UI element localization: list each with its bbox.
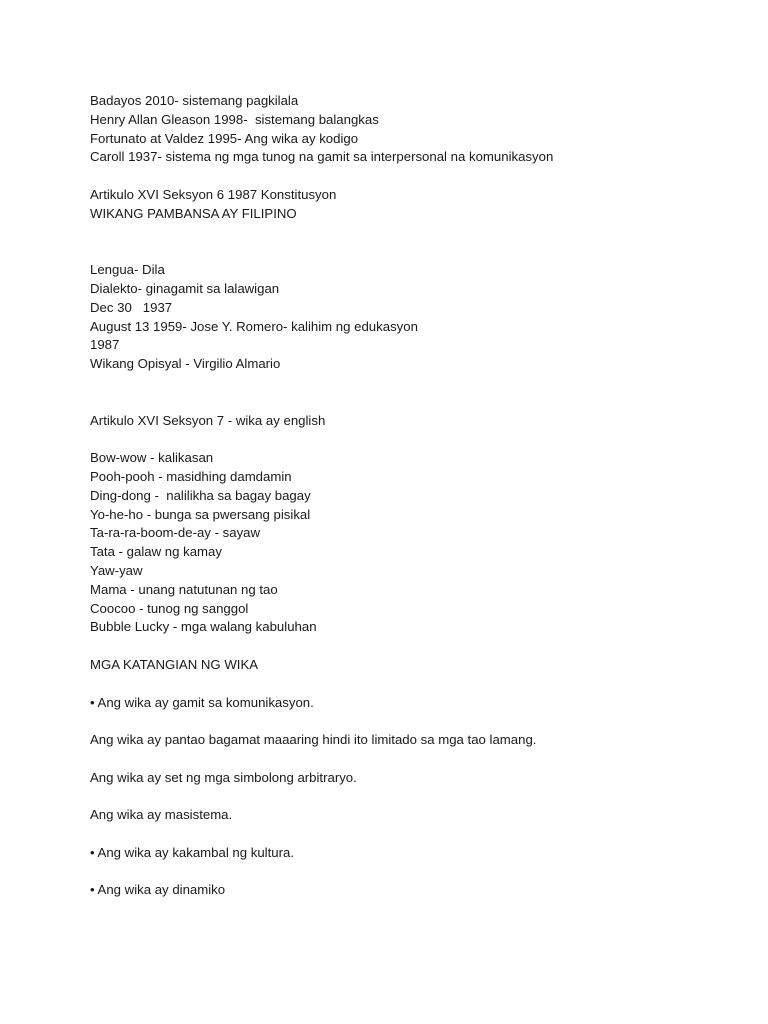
katangian-line: Ang wika ay pantao bagamat maaaring hindi ito limitado sa mga tao lamang.	[90, 732, 537, 748]
theory-line: Tata - galaw ng kamay	[90, 544, 222, 560]
theory-line: Yaw-yaw	[90, 562, 143, 578]
ref-line: Henry Allan Gleason 1998- sistemang balangkas	[90, 111, 379, 127]
spacer	[90, 712, 750, 731]
theory-line: Bow-wow - kalikasan	[90, 450, 214, 466]
document-page	[90, 92, 750, 900]
katangian-line: • Ang wika ay dinamiko	[90, 882, 226, 898]
katangian-line: Ang wika ay masistema.	[90, 807, 233, 823]
katangian-heading: MGA KATANGIAN NG WIKA	[90, 656, 259, 672]
konstitusyon-line: WIKANG PAMBANSA AY FILIPINO	[90, 205, 297, 221]
term-line: Dec 30 1937	[90, 299, 173, 315]
ref-line: Badayos 2010- sistemang pagkilala	[90, 93, 299, 108]
katangian-line: • Ang wika ay gamit sa komunikasyon.	[90, 694, 314, 710]
spacer	[90, 750, 750, 769]
term-line: Wikang Opisyal - Virgilio Almario	[90, 356, 281, 372]
term-line: 1987	[90, 337, 120, 353]
seksyon7-line: Artikulo XVI Seksyon 7 - wika ay english	[90, 412, 326, 428]
spacer	[90, 224, 750, 262]
theory-line: Yo-he-ho - bunga sa pwersang pisikal	[90, 506, 311, 522]
spacer	[90, 825, 750, 844]
spacer	[90, 430, 750, 449]
theory-line: Mama - unang natutunan ng tao	[90, 581, 278, 597]
term-line: August 13 1959- Jose Y. Romero- kalihim ng edukasyon	[90, 318, 418, 334]
spacer	[90, 675, 750, 694]
theory-line: Coocoo - tunog ng sanggol	[90, 600, 249, 616]
ref-line: Fortunato at Valdez 1995- Ang wika ay kodigo	[90, 130, 359, 146]
katangian-line: • Ang wika ay kakambal ng kultura.	[90, 844, 294, 860]
theory-line: Pooh-pooh - masidhing damdamin	[90, 468, 292, 484]
term-line: Lengua- Dila	[90, 262, 165, 278]
theory-line: Ding-dong - nalilikha sa bagay bagay	[90, 487, 311, 503]
theory-line: Ta-ra-ra-boom-de-ay - sayaw	[90, 525, 261, 541]
katangian-line: Ang wika ay set ng mga simbolong arbitraryo.	[90, 769, 357, 785]
term-line: Dialekto- ginagamit sa lalawigan	[90, 280, 280, 296]
spacer	[90, 863, 750, 882]
spacer	[90, 374, 750, 412]
theory-line: Bubble Lucky - mga walang kabuluhan	[90, 619, 317, 635]
spacer	[90, 167, 750, 186]
ref-line: Caroll 1937- sistema ng mga tunog na gamit sa interpersonal na komunikasyon	[90, 149, 554, 165]
spacer	[90, 637, 750, 656]
spacer	[90, 787, 750, 806]
konstitusyon-line: Artikulo XVI Seksyon 6 1987 Konstitusyon	[90, 186, 337, 202]
